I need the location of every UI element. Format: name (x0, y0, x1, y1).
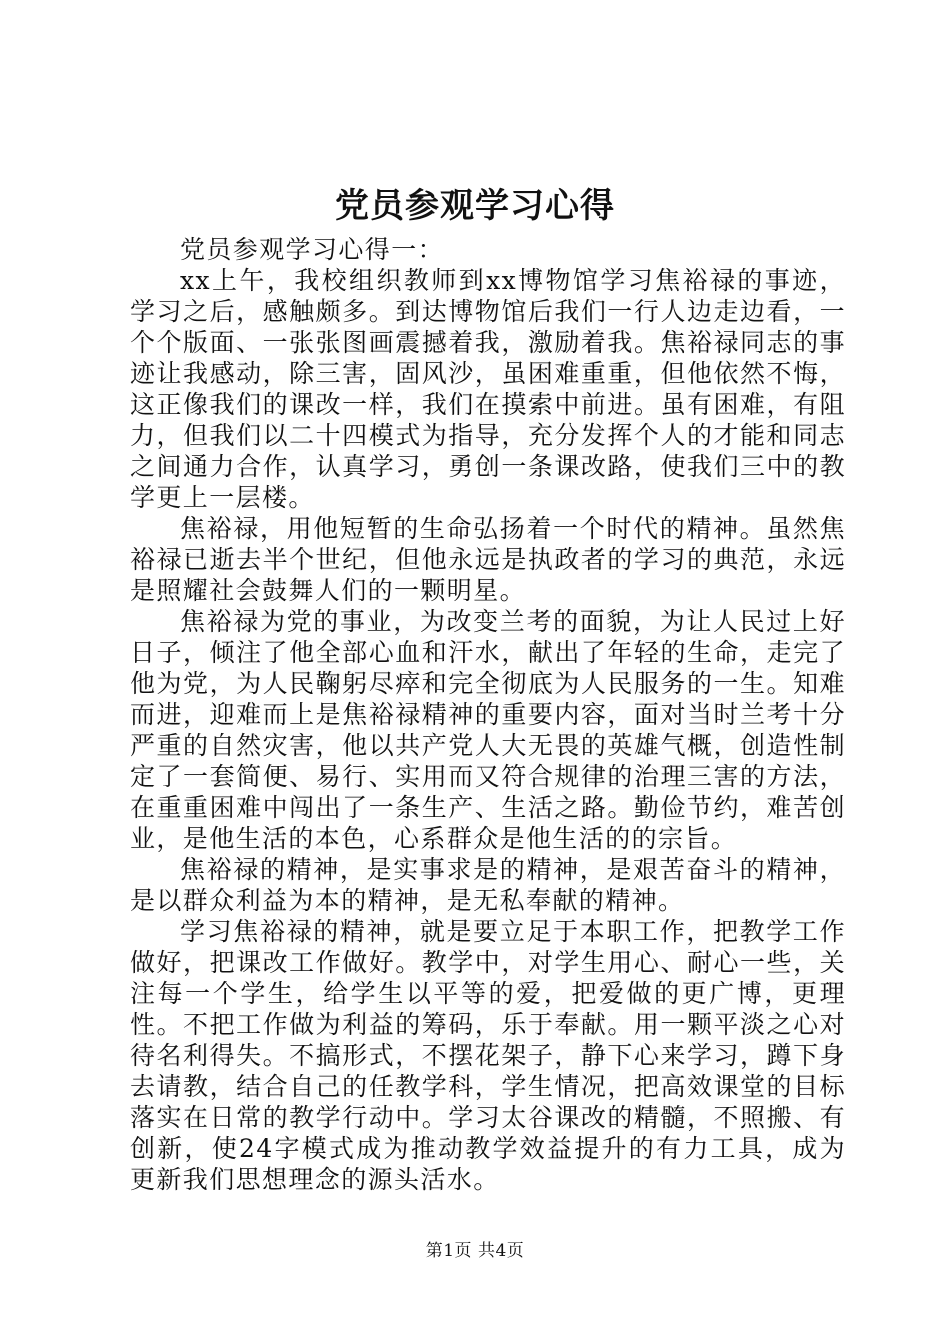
paragraph: 焦裕禄，用他短暂的生命弘扬着一个时代的精神。虽然焦裕禄已逝去半个世纪，但他永远是执政者的学习的典范，永远是照耀社会鼓舞人们的一颗明星。 (130, 514, 846, 605)
page-number-footer: 第1页 共4页 (425, 1241, 525, 1261)
document-title: 党员参观学习心得 (335, 186, 615, 226)
paragraph: xx上午，我校组织教师到xx博物馆学习焦裕禄的事迹，学习之后，感触颇多。到达博物馆后我们一行人边走边看，一个个版面、一张张图画震撼着我，激励着我。焦裕禄同志的事迹让我感动，除三害，固风沙，虽困难重重，但他依然不悔，这正像我们的课改一样，我们在摸索中前进。虽有困难，有阻力，但我们以二十四模式为指导，充分发挥个人的才能和同志之间通力合作，认真学习，勇创一条课改路，使我们三中的教学更上一层楼。 (130, 266, 846, 512)
paragraph: 焦裕禄为党的事业，为改变兰考的面貌，为让人民过上好日子，倾注了他全部心血和汗水，献出了年轻的生命，走完了他为党，为人民鞠躬尽瘁和完全彻底为人民服务的一生。知难而进，迎难而上是焦裕禄精神的重要内容，面对当时兰考十分严重的自然灾害，他以共产党人大无畏的英雄气概，创造性制定了一套简便、易行、实用而又符合规律的治理三害的方法，在重重困难中闯出了一条生产、生活之路。勤俭节约，难苦创业，是他生活的本色，心系群众是他生活的的宗旨。 (130, 607, 846, 853)
paragraph: 学习焦裕禄的精神，就是要立足于本职工作，把教学工作做好，把课改工作做好。教学中，对学生用心、耐心一些，关注每一个学生，给学生以平等的爱，把爱做的更广博，更理性。不把工作做为利益的筹码，乐于奉献。用一颗平淡之心对待名利得失。不搞形式，不摆花架子，静下心来学习，蹲下身去请教，结合自己的任教学科，学生情况，把高效课堂的目标落实在日常的教学行动中。学习太谷课改的精髓，不照搬、有创新，使24字模式成为推动教学效益提升的有力工具，成为更新我们思想理念的源头活水。 (130, 917, 846, 1194)
paragraph: 焦裕禄的精神，是实事求是的精神，是艰苦奋斗的精神，是以群众利益为本的精神，是无私奉献的精神。 (130, 855, 846, 915)
document-body (130, 234, 846, 1195)
document-subtitle: 党员参观学习心得一： (180, 235, 445, 264)
